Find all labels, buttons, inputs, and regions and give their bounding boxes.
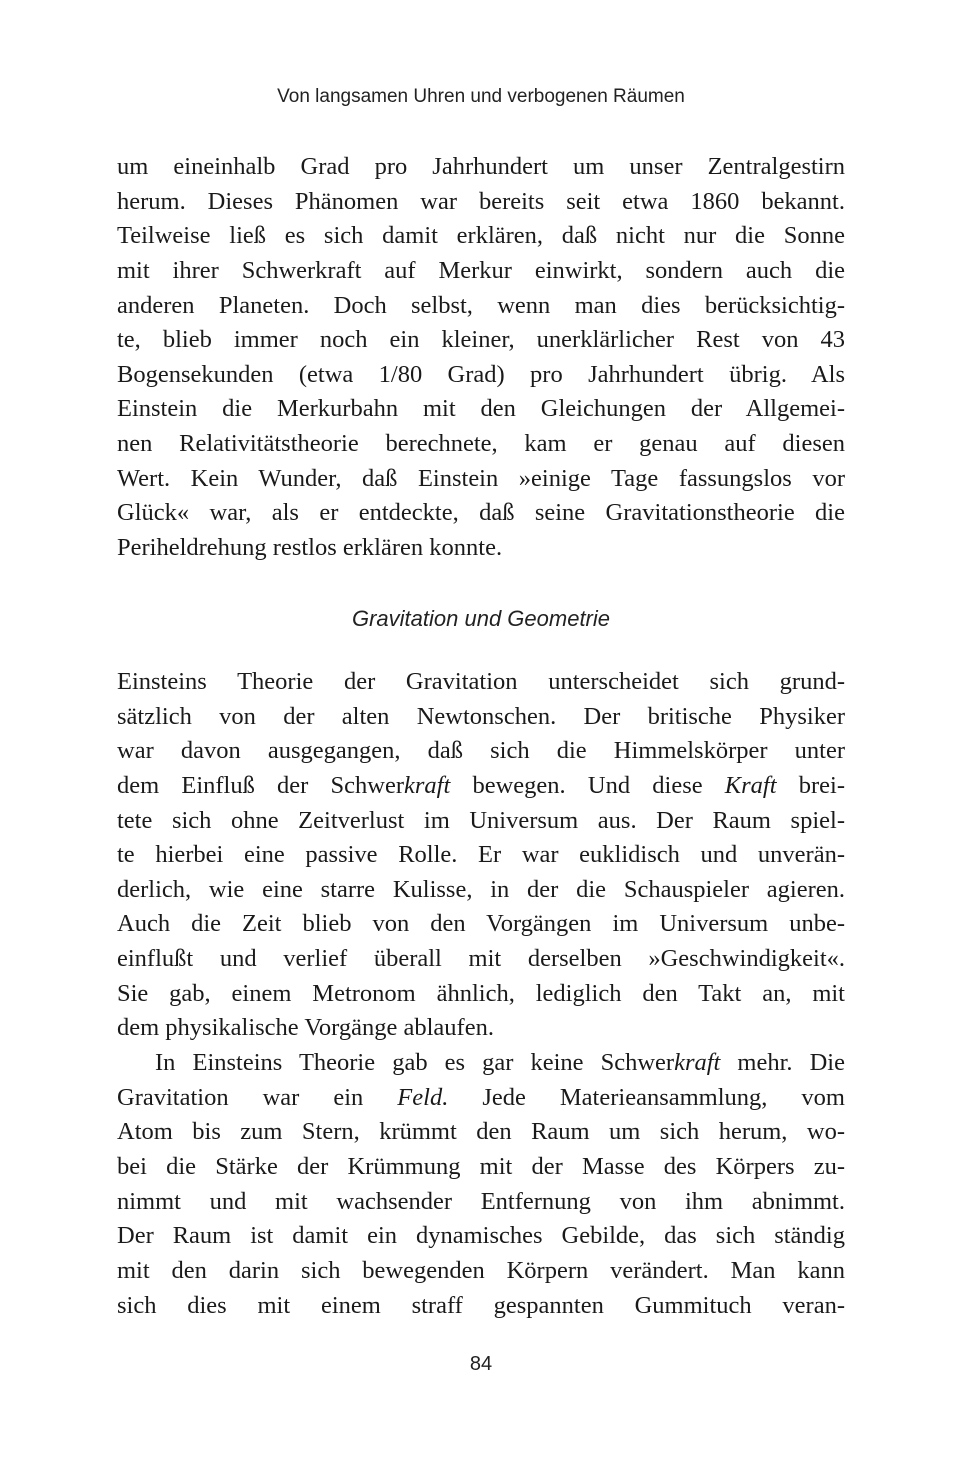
text-line <box>117 665 845 700</box>
text-segment: um eineinhalb Grad pro Jahrhundert um unser Zentralgestirn <box>117 153 845 180</box>
text-line <box>117 219 845 254</box>
text-line <box>117 700 845 735</box>
text-segment: dem physikalische Vorgänge ablaufen. <box>117 1014 494 1042</box>
text-line <box>117 150 845 185</box>
text-line <box>117 1115 845 1150</box>
text-line <box>117 496 845 531</box>
text-segment: tete sich ohne Zeitverlust im Universum aus. Der Raum spiel- <box>117 806 845 834</box>
page-number: 84 <box>469 1353 493 1375</box>
text-segment: mehr. Die <box>720 1049 845 1077</box>
text-segment: herum. Dieses Phänomen war bereits seit etwa 1860 bekannt. <box>117 187 845 215</box>
text-segment: Jede Materieansammlung, vom <box>448 1083 845 1111</box>
text-segment: bei die Stärke der Krümmung mit der Masse des Körpers zu- <box>117 1152 845 1180</box>
text-line <box>117 1011 845 1046</box>
text-segment: nimmt und mit wachsender Entfernung von ihm abnimmt. <box>117 1187 845 1215</box>
text-segment: Auch die Zeit blieb von den Vorgängen im Universum unbe- <box>117 910 845 938</box>
italic-text: Kraft <box>724 771 777 799</box>
text-line <box>117 1219 845 1254</box>
text-segment: bewegen. Und diese <box>450 771 725 799</box>
text-line <box>117 1289 845 1324</box>
text-segment: Glück« war, als er entdeckte, daß seine Gravitationstheorie die <box>117 499 845 527</box>
text-segment: nen Relativitätstheorie berechnete, kam er genau auf diesen <box>117 430 845 458</box>
text-line <box>117 254 845 289</box>
text-segment: einflußt und verlief überall mit derselben »Geschwindigkeit«. <box>117 945 845 973</box>
text-segment: Gravitation war ein <box>117 1083 398 1111</box>
text-line <box>117 769 845 804</box>
text-segment: Wert. Kein Wunder, daß Einstein »einige Tage fassungslos vor <box>117 464 845 492</box>
text-segment: mit den darin sich bewegenden Körpern verändert. Man kann <box>117 1256 845 1284</box>
text-segment: sich dies mit einem straff gespannten Gummituch veran- <box>117 1291 845 1319</box>
text-line <box>117 1150 845 1185</box>
text-segment: Atom bis zum Stern, krümmt den Raum um sich herum, wo- <box>117 1118 845 1146</box>
text-line <box>117 358 845 393</box>
text-segment: Sie gab, einem Metronom ähnlich, lediglich den Takt an, mit <box>117 979 845 1007</box>
text-line <box>117 392 845 427</box>
text-segment: war davon ausgegangen, daß sich die Himmelskörper unter <box>117 737 845 765</box>
text-line <box>117 462 845 497</box>
text-line <box>117 1254 845 1289</box>
text-block-2 <box>117 665 845 1323</box>
text-line <box>117 289 845 324</box>
text-segment: Teilweise ließ es sich damit erklären, daß nicht nur die Sonne <box>117 222 845 250</box>
text-segment: Einsteins Theorie der Gravitation unterscheidet sich grund- <box>117 668 845 695</box>
text-line <box>117 907 845 942</box>
text-line <box>117 942 845 977</box>
italic-text: Feld. <box>397 1083 449 1111</box>
text-segment: Bogensekunden (etwa 1/80 Grad) pro Jahrhundert übrig. Als <box>117 360 845 388</box>
text-segment: mit ihrer Schwerkraft auf Merkur einwirkt, sondern auch die <box>117 256 845 284</box>
text-segment: Periheldrehung restlos erklären konnte. <box>117 534 503 562</box>
text-line <box>117 323 845 358</box>
running-header: Von langsamen Uhren und verbogenen Räumen <box>277 86 685 107</box>
paragraph <box>117 665 845 1046</box>
italic-text: kraft <box>674 1049 721 1077</box>
text-block-1 <box>117 150 845 566</box>
text-line <box>117 1046 845 1081</box>
text-segment: derlich, wie eine starre Kulisse, in der die Schauspieler agieren. <box>117 875 845 903</box>
text-line <box>117 1185 845 1220</box>
text-segment: anderen Planeten. Doch selbst, wenn man dies berücksichtig- <box>117 291 845 319</box>
text-line <box>117 1081 845 1116</box>
text-line <box>117 531 845 566</box>
text-line <box>117 427 845 462</box>
text-line <box>117 977 845 1012</box>
text-segment: Der Raum ist damit ein dynamisches Gebilde, das sich ständig <box>117 1222 845 1250</box>
section-heading: Gravitation und Geometrie <box>351 606 611 631</box>
text-segment: te, blieb immer noch ein kleiner, unerklärlicher Rest von 43 <box>117 326 845 354</box>
text-line <box>117 873 845 908</box>
text-line <box>117 838 845 873</box>
text-line <box>117 185 845 220</box>
paragraph <box>117 1046 845 1323</box>
italic-text: kraft <box>404 771 451 799</box>
text-segment: sätzlich von der alten Newtonschen. Der britische Physiker <box>117 702 845 730</box>
text-segment: te hierbei eine passive Rolle. Er war euklidisch und unverän- <box>117 841 845 869</box>
text-segment: In Einsteins Theorie gab es gar keine Schwer <box>155 1049 675 1077</box>
text-line <box>117 734 845 769</box>
text-segment: dem Einfluß der Schwer <box>117 771 405 799</box>
text-line <box>117 804 845 839</box>
text-segment: Einstein die Merkurbahn mit den Gleichungen der Allgemei- <box>117 395 845 423</box>
text-segment: brei- <box>776 771 845 799</box>
paragraph <box>117 150 845 566</box>
